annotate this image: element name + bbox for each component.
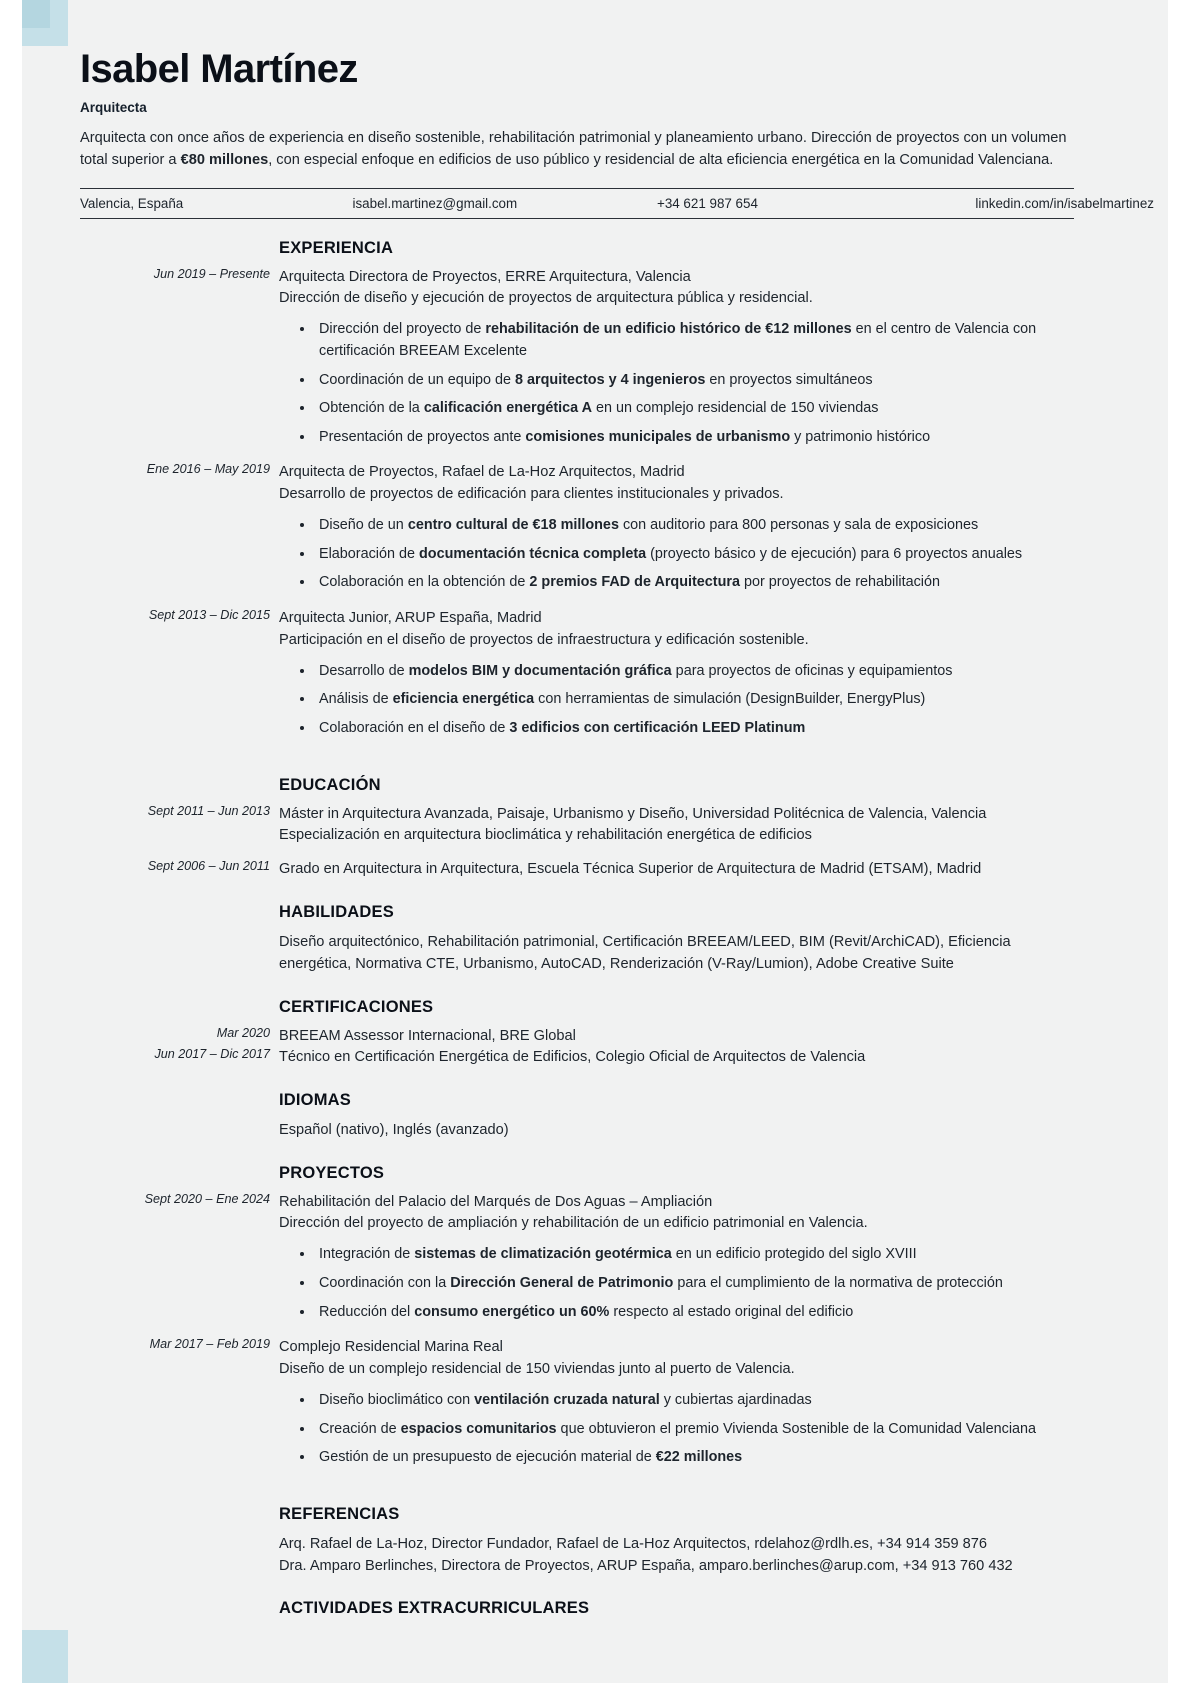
bullet-text: Coordinación de un equipo de [319,371,516,388]
section-education [80,754,1074,804]
date-column-spacer [80,754,279,804]
section-heading-extracurricular: ACTIVIDADES EXTRACURRICULARES [279,1599,590,1618]
date-column-spacer [80,976,279,1026]
experience-dates: Jun 2019 – Presente [153,266,270,281]
project-title: Complejo Residencial Marina Real [279,1339,503,1356]
bullet-text-end: y patrimonio histórico [790,428,931,445]
bullet-text-end: y cubiertas ajardinadas [659,1391,812,1408]
list-item [315,661,1074,683]
project-dates: Sept 2020 – Ene 2024 [144,1191,270,1206]
professional-summary [80,127,1074,171]
list-item [315,370,1074,392]
certification-dates: Jun 2017 – Dic 2017 [154,1047,270,1062]
education-entry [80,859,1074,881]
project-subtitle: Dirección del proyecto de ampliación y rehabilitación de un edificio patrimonial en Valencia. [279,1215,868,1232]
experience-bullets [279,661,1074,740]
skills-list: Diseño arquitectónico, Rehabilitación patrimonial, Certificación BREEAM/LEED, BIM (Revit/ArchiCAD), Eficiencia energética, Normativa CTE, Urbanismo, AutoCAD, Renderización (V-Ray/Lumion), Adobe Creative Suite [279,934,1011,973]
bullet-highlight: ventilación cruzada natural [474,1391,660,1408]
bullet-text: Creación de [319,1420,401,1437]
bullet-highlight: espacios comunitarios [400,1420,557,1437]
bullet-text-end: en un complejo residencial de 150 viviendas [592,400,879,417]
bullet-highlight: 3 edificios con certificación LEED Platinum [509,719,806,736]
certification-title: BREEAM Assessor Internacional, BRE Global [279,1027,576,1044]
list-item [315,1244,1074,1266]
bullet-highlight: rehabilitación de un edificio histórico de €12 millones [485,321,852,338]
reference-item: Arq. Rafael de La-Hoz, Director Fundador, Rafael de La-Hoz Arquitectos, rdelahoz@rdlh.es, +34 914 359 876 [279,1535,988,1552]
list-item [315,1447,1074,1469]
bullet-text: Colaboración en la obtención de [319,574,530,591]
section-languages [80,1069,1074,1141]
education-subtitle: Especialización en arquitectura bioclimática y rehabilitación energética de edificios [279,827,812,844]
date-column-spacer [80,1069,279,1141]
languages-list: Español (nativo), Inglés (avanzado) [279,1122,509,1139]
resume-content [80,0,1154,1627]
date-column-spacer [80,1483,279,1627]
list-item [315,515,1074,537]
list-item [315,572,1074,594]
bullet-text: Obtención de la [319,400,424,417]
education-title: Grado en Arquitectura in Arquitectura, Escuela Técnica Superior de Arquitectura de Madrid (ETSAM), Madrid [279,861,982,878]
certification-entry [80,1026,1074,1048]
summary-highlight: €80 millones [180,152,269,169]
bullet-text: Elaboración de [319,545,420,562]
list-item [315,1419,1074,1441]
section-heading-skills: HABILIDADES [279,903,394,922]
section-projects [80,1142,1074,1192]
candidate-role: Arquitecta [80,100,147,116]
experience-bullets [279,319,1074,448]
corner-decoration-bottom-left [22,1630,68,1683]
project-bullets [279,1244,1074,1323]
bullet-highlight: calificación energética A [423,400,593,417]
list-item [315,1390,1074,1412]
bullet-highlight: consumo energético un 60% [414,1303,610,1320]
contact-linkedin[interactable]: linkedin.com/in/isabelmartinez [975,195,1154,211]
project-bullets [279,1390,1074,1469]
list-item [315,319,1074,362]
spacer [80,847,1074,859]
list-item [315,689,1074,711]
list-item [315,1302,1074,1324]
bullet-highlight: centro cultural de €18 millones [407,517,619,534]
bullet-highlight: €22 millones [655,1449,743,1466]
summary-text-1: Arquitecta con once años de experiencia en diseño sostenible, rehabilitación patrimonial y planeamiento urbano. Dirección de proyectos con un volumen total superior a [80,130,1067,169]
bullet-text: Colaboración en el diseño de [319,719,510,736]
section-skills [80,881,1074,975]
bullet-text-end: respecto al estado original del edificio [609,1303,854,1320]
date-column-spacer [80,219,279,267]
certification-title: Técnico en Certificación Energética de Edificios, Colegio Oficial de Arquitectos de Valencia [279,1049,866,1066]
bullet-text: Desarrollo de [319,662,409,679]
bullet-text-end: que obtuvieron el premio Vivienda Sostenible de la Comunidad Valenciana [556,1420,1037,1437]
project-entry [80,1337,1074,1483]
bullet-text-end: en el centro de Valencia con certificación BREEAM Excelente [319,321,1037,359]
experience-dates: Sept 2013 – Dic 2015 [148,607,270,622]
education-entry [80,804,1074,848]
experience-subtitle: Participación en el diseño de proyectos de infraestructura y edificación sostenible. [279,631,809,648]
section-heading-education: EDUCACIÓN [279,775,381,794]
bullet-highlight: 2 premios FAD de Arquitectura [529,574,740,591]
bullet-text-end: con auditorio para 800 personas y sala de exposiciones [618,517,979,534]
experience-title: Arquitecta Junior, ARUP España, Madrid [279,609,542,626]
bullet-text: Reducción del [319,1303,415,1320]
date-column-spacer [80,881,279,975]
experience-subtitle: Desarrollo de proyectos de edificación para clientes institucionales y privados. [279,486,784,503]
bullet-text-end: con herramientas de simulación (DesignBuilder, EnergyPlus) [534,691,926,708]
project-dates: Mar 2017 – Feb 2019 [149,1337,270,1352]
bullet-highlight: sistemas de climatización geotérmica [414,1246,672,1263]
bullet-text: Diseño de un [319,517,408,534]
resume-page [22,0,1168,1683]
bullet-text: Análisis de [319,691,393,708]
bullet-highlight: comisiones municipales de urbanismo [525,428,791,445]
section-heading-experience: EXPERIENCIA [279,238,394,257]
section-heading-certifications: CERTIFICACIONES [279,997,434,1016]
bullet-text: Dirección del proyecto de [319,321,486,338]
section-heading-projects: PROYECTOS [279,1163,385,1182]
experience-title: Arquitecta de Proyectos, Rafael de La-Hoz Arquitectos, Madrid [279,464,685,481]
section-heading-languages: IDIOMAS [279,1091,351,1110]
certification-dates: Mar 2020 [216,1025,270,1040]
contact-email[interactable]: isabel.martinez@gmail.com [352,195,518,211]
contact-location: Valencia, España [80,195,184,211]
bullet-highlight: eficiencia energética [392,691,535,708]
experience-subtitle: Dirección de diseño y ejecución de proyectos de arquitectura pública y residencial. [279,290,813,307]
contact-phone[interactable]: +34 621 987 654 [657,195,758,211]
bullet-text: Presentación de proyectos ante [319,428,526,445]
certification-entry [80,1047,1074,1069]
summary-text-2: , con especial enfoque en edificios de uso público y residencial de alta eficiencia energética en la Comunidad Valenciana. [268,152,1054,169]
bullet-highlight: Dirección General de Patrimonio [450,1274,674,1291]
project-entry [80,1192,1074,1338]
reference-item: Dra. Amparo Berlinches, Directora de Proyectos, ARUP España, amparo.berlinches@arup.com, +34 913 760 432 [279,1557,1013,1574]
project-subtitle: Diseño de un complejo residencial de 150 viviendas junto al puerto de Valencia. [279,1361,795,1378]
bullet-text-end: en un edificio protegido del siglo XVIII [671,1246,917,1263]
experience-entry [80,462,1074,608]
list-item [315,544,1074,566]
date-column-spacer [80,1142,279,1192]
bullet-text: Gestión de un presupuesto de ejecución material de [319,1449,656,1466]
bullet-highlight: 8 arquitectos y 4 ingenieros [515,371,706,388]
experience-entry [80,267,1074,463]
experience-bullets [279,515,1074,594]
bullet-text-end: por proyectos de rehabilitación [740,574,940,591]
list-item [315,398,1074,420]
education-dates: Sept 2011 – Jun 2013 [147,803,270,818]
bullet-text-end: para proyectos de oficinas y equipamientos [671,662,953,679]
experience-entry [80,608,1074,754]
bullet-text: Coordinación con la [319,1274,451,1291]
corner-decoration-top-left-inner [22,0,50,28]
bullet-highlight: documentación técnica completa [419,545,647,562]
section-certifications [80,976,1074,1026]
section-heading-references: REFERENCIAS [279,1504,400,1523]
list-item [315,1273,1074,1295]
bullet-text-end: (proyecto básico y de ejecución) para 6 proyectos anuales [646,545,1023,562]
bullet-text: Integración de [319,1246,415,1263]
experience-dates: Ene 2016 – May 2019 [146,462,270,477]
project-title: Rehabilitación del Palacio del Marqués de Dos Aguas – Ampliación [279,1193,713,1210]
list-item [315,718,1074,740]
candidate-name: Isabel Martínez [80,47,358,91]
bullet-highlight: modelos BIM y documentación gráfica [408,662,672,679]
bullet-text: Diseño bioclimático con [319,1391,475,1408]
list-item [315,427,1074,449]
education-title: Máster in Arquitectura Avanzada, Paisaje, Urbanismo y Diseño, Universidad Politécnica de Valencia, Valencia [279,805,987,822]
education-dates: Sept 2006 – Jun 2011 [147,859,270,874]
section-references [80,1483,1074,1627]
bullet-text-end: en proyectos simultáneos [705,371,873,388]
section-experience [80,219,1074,267]
bullet-text-end: para el cumplimiento de la normativa de protección [673,1274,1003,1291]
experience-title: Arquitecta Directora de Proyectos, ERRE Arquitectura, Valencia [279,268,691,285]
contact-row [80,189,1154,219]
